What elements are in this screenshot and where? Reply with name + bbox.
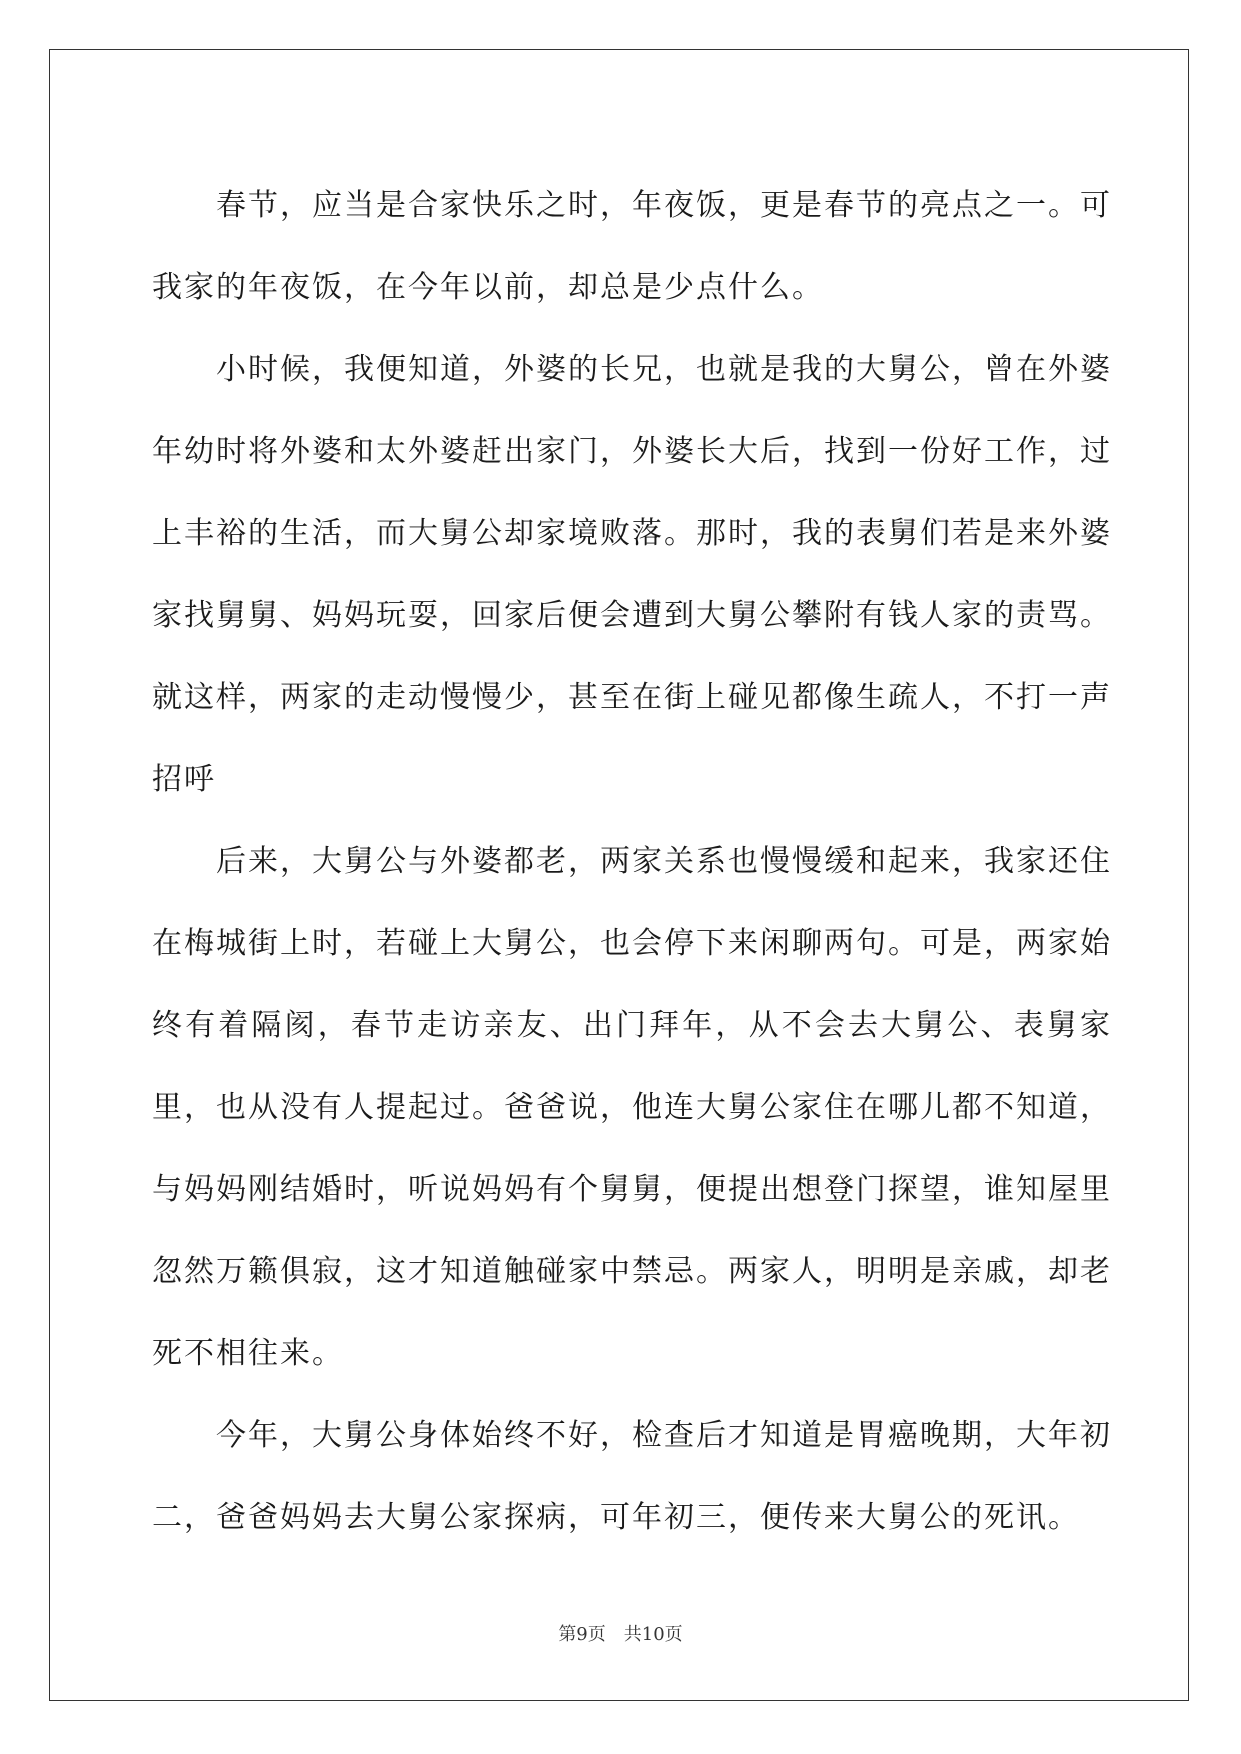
paragraph-4: 今年，大舅公身体始终不好，检查后才知道是胃癌晚期，大年初二，爸爸妈妈去大舅公家探病，可年初三，便传来大舅公的死讯。 <box>152 1418 1112 1535</box>
paragraph-1: 春节，应当是合家快乐之时，年夜饭，更是春节的亮点之一。可我家的年夜饭，在今年以前，却总是少点什么。 <box>152 188 1112 305</box>
document-body <box>152 165 1112 1559</box>
paragraph-3: 后来，大舅公与外婆都老，两家关系也慢慢缓和起来，我家还住在梅城街上时，若碰上大舅公，也会停下来闲聊两句。可是，两家始终有着隔阂，春节走访亲友、出门拜年，从不会去大舅公、表舅家里，也从没有人提起过。爸爸说，他连大舅公家住在哪儿都不知道，与妈妈刚结婚时，听说妈妈有个舅舅，便提出想登门探望，谁知屋里忽然万籁俱寂，这才知道触碰家中禁忌。两家人，明明是亲戚，却老死不相往来。 <box>152 844 1112 1371</box>
paragraph-2: 小时候，我便知道，外婆的长兄，也就是我的大舅公，曾在外婆年幼时将外婆和太外婆赶出家门，外婆长大后，找到一份好工作，过上丰裕的生活，而大舅公却家境败落。那时，我的表舅们若是来外婆家找舅舅、妈妈玩耍，回家后便会遭到大舅公攀附有钱人家的责骂。就这样，两家的走动慢慢少，甚至在街上碰见都像生疏人，不打一声招呼 <box>152 352 1112 797</box>
page-number-footer: 第9页 共10页 <box>558 1624 683 1645</box>
